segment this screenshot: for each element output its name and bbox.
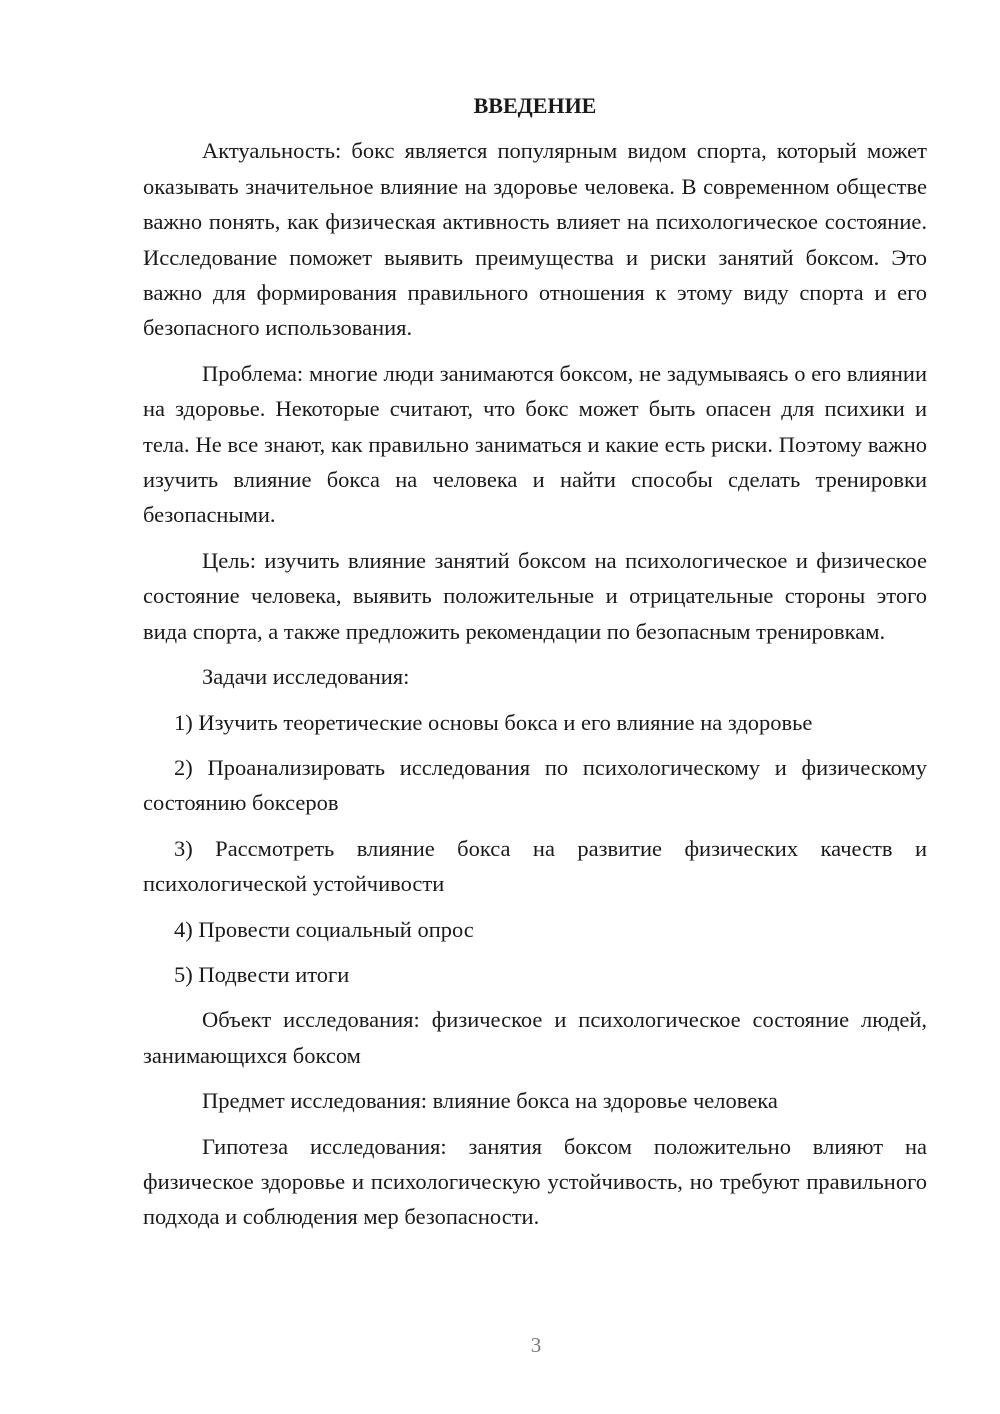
- goal-paragraph: Цель: изучить влияние занятий боксом на психологическое и физическое состояние человека, выявить положительные и отрицательные стороны этого вида спорта, а также предложить рекомендации по безопасным тренировкам.: [143, 547, 927, 644]
- subject-paragraph: Предмет исследования: влияние бокса на здоровье человека: [202, 1088, 778, 1114]
- page-title: ВВЕДЕНИЕ: [473, 93, 597, 118]
- task-item-1: 1) Изучить теоретические основы бокса и его влияние на здоровье: [174, 709, 813, 735]
- task-item-4: 4) Провести социальный опрос: [174, 916, 474, 942]
- tasks-heading: Задачи исследования:: [202, 664, 410, 690]
- task-item-2: 2) Проанализировать исследования по психологическому и физическому состоянию боксеров: [143, 754, 927, 816]
- page-content: [143, 88, 927, 1245]
- object-paragraph: Объект исследования: физическое и психологическое состояние людей, занимающихся боксом: [143, 1007, 927, 1068]
- relevance-paragraph: Актуальность: бокс является популярным видом спорта, который может оказывать значительное влияние на здоровье человека. В современном обществе важно понять, как физическая активность влияет на психологическое состояние. Исследование поможет выявить преимущества и риски занятий боксом. Это важно для формирования правильного отношения к этому виду спорта и его безопасного использования.: [143, 138, 927, 341]
- problem-paragraph: Проблема: многие люди занимаются боксом, не задумываясь о его влиянии на здоровье. Некоторые считают, что бокс может быть опасен для психики и тела. Не все знают, как правильно заниматься и какие есть риски. Поэтому важно изучить влияние бокса на человека и найти способы сделать тренировки безопасными.: [143, 360, 927, 528]
- page-number: 3: [530, 1333, 542, 1357]
- task-item-5: 5) Подвести итоги: [174, 961, 350, 987]
- hypothesis-paragraph: Гипотеза исследования: занятия боксом положительно влияют на физическое здоровье и психологическую устойчивость, но требуют правильного подхода и соблюдения мер безопасности.: [143, 1133, 927, 1230]
- task-item-3: 3) Рассмотреть влияние бокса на развитие физических качеств и психологической устойчивости: [143, 835, 927, 897]
